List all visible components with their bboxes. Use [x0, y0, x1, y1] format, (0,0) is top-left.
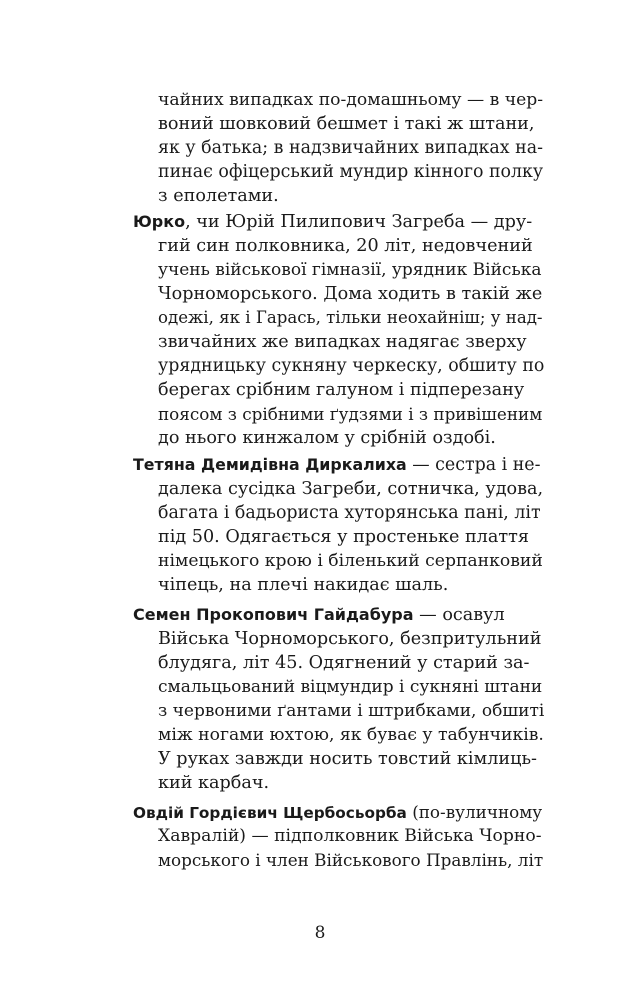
entry-first-line — [133, 210, 543, 234]
character-entry-yurko — [133, 210, 543, 450]
text-line: до нього кинжалом у срібній оздобі. — [158, 428, 496, 448]
character-name: Семен Прокопович Гайдабура — [133, 605, 414, 624]
text-line: кий карбач. — [158, 773, 270, 793]
text-line: блудяга, літ 45. Одягнений у старий за- — [158, 653, 530, 673]
text-line: чайних випадках по-домашньому — в чер- — [158, 90, 544, 110]
entry-description-start: — сестра і не- — [406, 455, 541, 475]
text-line: як у батька; в надзвичайних випадках на- — [158, 138, 543, 158]
text-line: воний шовковий бешмет і такі ж штани, — [158, 114, 535, 134]
text-line: смальцьований віцмундир і сукняні штани — [158, 677, 543, 697]
text-line: Війська Чорноморського, безпритульний — [158, 629, 542, 649]
continuation-paragraph — [133, 88, 543, 208]
text-line: урядницьку сукняну черкеску, обшиту по — [158, 356, 545, 376]
text-line: чіпець, на плечі накидає шаль. — [158, 575, 449, 595]
entry-first-line — [133, 603, 543, 627]
text-line: німецького крою і біленький серпанковий — [158, 551, 543, 571]
entry-first-line — [133, 800, 543, 824]
text-line: одежі, як і Гарась, тільки неохайніш; у над- — [158, 308, 543, 327]
text-line: між ногами юхтою, як буває у табунчиків. — [158, 725, 544, 745]
entry-description-start: — осавул — [413, 605, 505, 625]
entry-description-start: (по-вуличному — [406, 802, 543, 822]
text-line: гий син полковника, 20 літ, недовчений — [158, 236, 533, 256]
text-line: далека сусідка Загреби, сотничка, удова, — [158, 479, 544, 499]
character-name: Юрко — [133, 212, 186, 231]
text-line: під 50. Одягається у простеньке плаття — [158, 527, 529, 547]
entry-description-start: , чи Юрій Пилипович Загреба — дру- — [185, 212, 533, 232]
text-line: учень військової гімназії, урядник Війська — [158, 260, 542, 280]
text-line: з червоними ґантами і штрибками, обшиті — [158, 701, 545, 721]
character-entry-haidabura — [133, 603, 543, 795]
text-line: У руках завжди носить товстий кімлиць- — [158, 749, 537, 769]
text-line: Хавралій) — підполковник Війська Чорно- — [158, 826, 542, 846]
character-name: Тетяна Демидівна Диркалиха — [133, 455, 407, 474]
character-name: Овдій Гордієвич Щербосьорба — [133, 804, 407, 822]
text-line: берегах срібним галуном і підперезану — [158, 380, 525, 400]
text-line: поясом з срібними ґудзями і з привішеним — [158, 404, 543, 424]
text-line: з еполетами. — [158, 186, 279, 206]
text-line: морського і член Військового Правлінь, літ — [158, 850, 544, 870]
character-entry-shcherbosorba — [133, 800, 543, 872]
character-entry-dyrkalykha — [133, 453, 543, 597]
text-line: пинає офіцерський мундир кінного полку — [158, 162, 544, 182]
text-line: багата і бадьориста хуторянська пані, літ — [158, 503, 541, 523]
page-number: 8 — [314, 923, 326, 943]
text-line: звичайних же випадках надягає зверху — [158, 332, 527, 352]
entry-first-line — [133, 453, 543, 477]
text-line: Чорноморського. Дома ходить в такій же — [158, 284, 543, 304]
